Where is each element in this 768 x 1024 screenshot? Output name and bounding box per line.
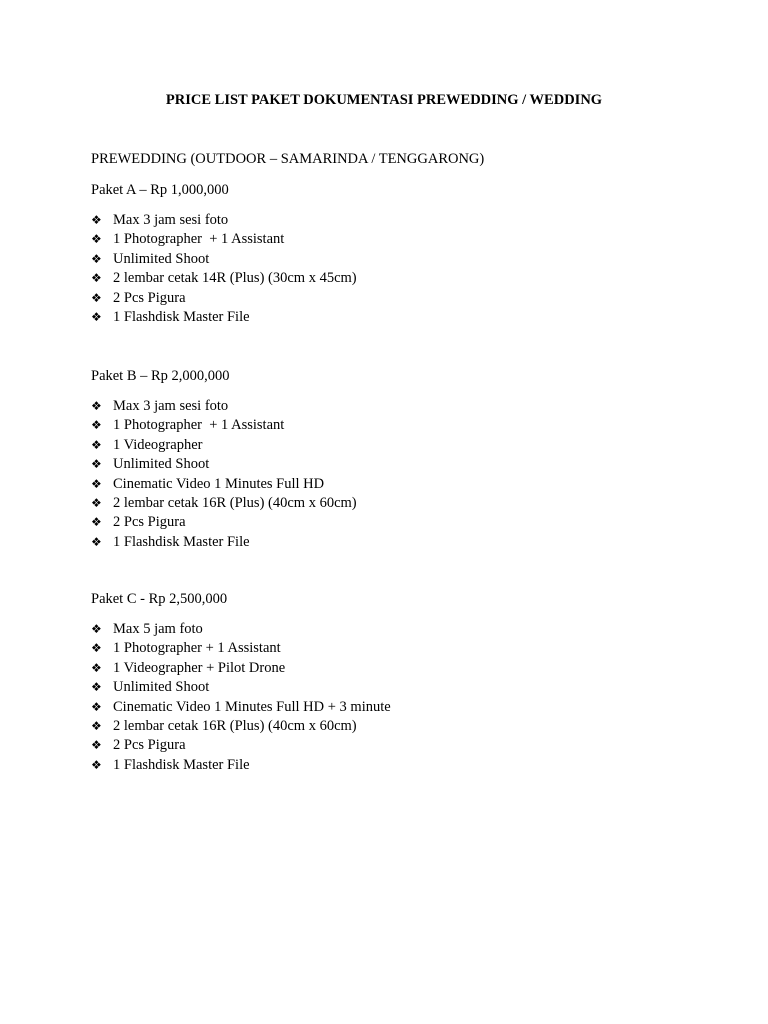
feature-text: 1 Videographer + Pilot Drone <box>113 659 286 676</box>
feature-text: 2 lembar cetak 16R (Plus) (40cm x 60cm) <box>113 494 357 511</box>
feature-text: Max 3 jam sesi foto <box>113 398 229 414</box>
feature-text: Max 3 jam sesi foto <box>113 212 229 228</box>
diamond-bullet-icon: ❖ <box>91 718 102 733</box>
list-item <box>91 436 357 455</box>
diamond-bullet-icon: ❖ <box>91 515 102 530</box>
list-item <box>91 211 357 230</box>
list-item <box>91 736 391 755</box>
feature-text: Max 5 jam foto <box>113 621 203 637</box>
list-item <box>91 494 357 513</box>
list-item <box>91 756 391 775</box>
feature-text: 2 Pcs Pigura <box>113 737 186 754</box>
list-item <box>91 475 357 494</box>
feature-text: Cinematic Video 1 Minutes Full HD <box>113 475 325 492</box>
diamond-bullet-icon: ❖ <box>91 271 102 286</box>
feature-text: Cinematic Video 1 Minutes Full HD + 3 minute <box>113 698 391 715</box>
diamond-bullet-icon: ❖ <box>91 251 102 266</box>
feature-text: 2 Pcs Pigura <box>113 514 186 531</box>
feature-text: 1 Flashdisk Master File <box>113 308 250 325</box>
document-title: PRICE LIST PAKET DOKUMENTASI PREWEDDING / WEDDING <box>165 92 603 108</box>
diamond-bullet-icon: ❖ <box>91 680 102 695</box>
list-item <box>91 659 391 678</box>
feature-list <box>91 211 357 327</box>
feature-text: 1 Photographer + 1 Assistant <box>113 417 285 434</box>
list-item <box>91 717 391 736</box>
diamond-bullet-icon: ❖ <box>91 476 102 491</box>
diamond-bullet-icon: ❖ <box>91 660 102 675</box>
package-b <box>91 367 357 552</box>
feature-list <box>91 397 357 552</box>
feature-text: Unlimited Shoot <box>113 456 210 473</box>
feature-text: Unlimited Shoot <box>113 679 210 696</box>
list-item <box>91 698 391 717</box>
diamond-bullet-icon: ❖ <box>91 437 102 452</box>
list-item <box>91 533 357 552</box>
feature-text: Unlimited Shoot <box>113 250 210 267</box>
section-heading-prewedding: PREWEDDING (OUTDOOR – SAMARINDA / TENGGARONG) <box>91 151 485 167</box>
diamond-bullet-icon: ❖ <box>91 232 102 247</box>
feature-list <box>91 620 391 775</box>
package-title: Paket C - Rp 2,500,000 <box>91 591 228 607</box>
feature-text: 1 Flashdisk Master File <box>113 533 250 550</box>
list-item <box>91 230 357 249</box>
package-a <box>91 181 357 327</box>
diamond-bullet-icon: ❖ <box>91 290 102 305</box>
diamond-bullet-icon: ❖ <box>91 757 102 772</box>
list-item <box>91 397 357 416</box>
diamond-bullet-icon: ❖ <box>91 309 102 324</box>
diamond-bullet-icon: ❖ <box>91 213 102 227</box>
list-item <box>91 269 357 288</box>
list-item <box>91 639 391 658</box>
feature-text: 2 Pcs Pigura <box>113 289 186 306</box>
diamond-bullet-icon: ❖ <box>91 418 102 433</box>
package-title: Paket B – Rp 2,000,000 <box>91 368 230 384</box>
list-item <box>91 250 357 269</box>
list-item <box>91 308 357 327</box>
package-c <box>91 590 391 775</box>
diamond-bullet-icon: ❖ <box>91 738 102 753</box>
feature-text: 1 Flashdisk Master File <box>113 756 250 773</box>
diamond-bullet-icon: ❖ <box>91 495 102 510</box>
list-item <box>91 289 357 308</box>
feature-text: 2 lembar cetak 16R (Plus) (40cm x 60cm) <box>113 717 357 734</box>
package-title: Paket A – Rp 1,000,000 <box>91 182 229 198</box>
diamond-bullet-icon: ❖ <box>91 399 102 413</box>
diamond-bullet-icon: ❖ <box>91 641 102 656</box>
diamond-bullet-icon: ❖ <box>91 699 102 714</box>
feature-text: 1 Photographer + 1 Assistant <box>113 640 281 657</box>
feature-text: 1 Photographer + 1 Assistant <box>113 231 285 248</box>
feature-text: 2 lembar cetak 14R (Plus) (30cm x 45cm) <box>113 270 357 287</box>
list-item <box>91 455 357 474</box>
list-item <box>91 678 391 697</box>
diamond-bullet-icon: ❖ <box>91 622 102 636</box>
list-item <box>91 620 391 639</box>
diamond-bullet-icon: ❖ <box>91 457 102 472</box>
feature-text: 1 Videographer <box>113 436 203 453</box>
diamond-bullet-icon: ❖ <box>91 534 102 549</box>
list-item <box>91 416 357 435</box>
list-item <box>91 513 357 532</box>
